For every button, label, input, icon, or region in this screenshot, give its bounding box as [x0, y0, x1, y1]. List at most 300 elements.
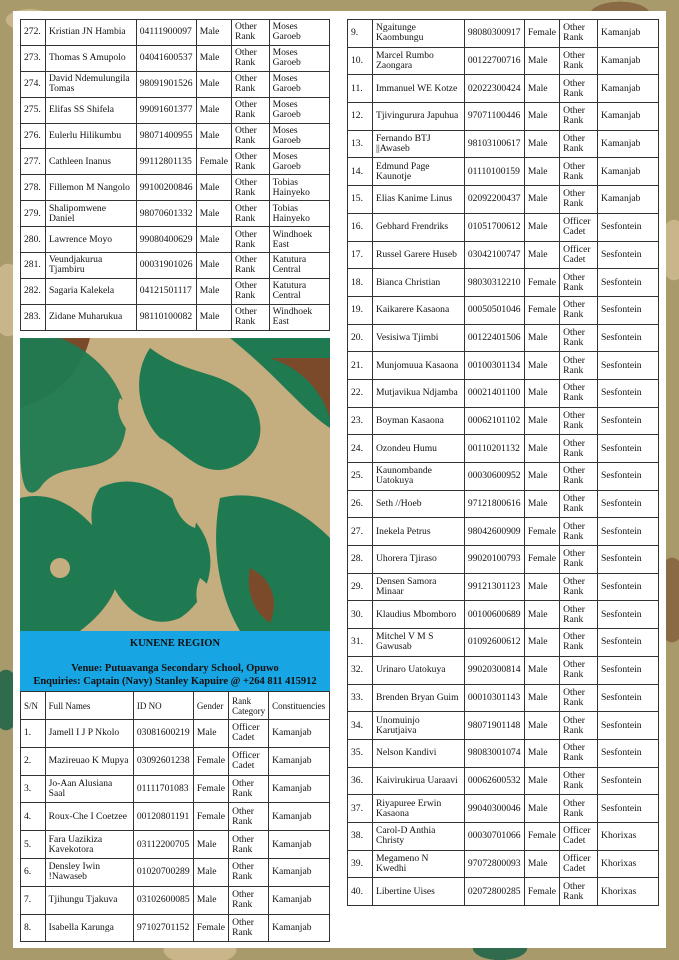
cell-id-no: 97071100446 — [464, 103, 524, 131]
cell-rank-category: Other Rank — [560, 269, 598, 297]
cell-id-no: 97072800093 — [464, 850, 524, 878]
cell-rank-category: Other Rank — [560, 795, 598, 823]
cell-constituency: Katutura Central — [269, 278, 329, 304]
table-row — [21, 858, 330, 886]
cell-full-name: Marcel Rumbo Zaongara — [372, 47, 464, 75]
table-row — [21, 97, 330, 123]
cell-full-name: Munjomuua Kasaona — [372, 352, 464, 380]
cell-gender: Male — [524, 407, 559, 435]
cell-full-name: Veundjakurua Tjambiru — [45, 253, 136, 279]
cell-rank-category: Other Rank — [560, 103, 598, 131]
cell-full-name: Edmund Page Kaunotje — [372, 158, 464, 186]
cell-full-name: Sagaria Kalekela — [45, 278, 136, 304]
region-enquiries: Enquiries: Captain (Navy) Stanley Kapuire @ +264 811 415912 — [33, 676, 317, 687]
cell-constituency: Kamanjab — [598, 20, 659, 48]
cell-rank-category: Other Rank — [231, 149, 269, 175]
cell-sn: 34. — [348, 712, 373, 740]
cell-full-name: Cathleen Inanus — [45, 149, 136, 175]
cell-gender: Male — [524, 47, 559, 75]
cell-gender: Female — [193, 775, 228, 803]
cell-gender: Male — [524, 75, 559, 103]
cell-id-no: 03112200705 — [133, 831, 193, 859]
cell-sn: 30. — [348, 601, 373, 629]
kunene-table-continued — [347, 19, 659, 906]
cell-sn: 23. — [348, 407, 373, 435]
table-row — [348, 296, 659, 324]
table-row — [348, 379, 659, 407]
cell-full-name: Brenden Bryan Guim — [372, 684, 464, 712]
cell-sn: 280. — [21, 227, 46, 253]
cell-gender: Male — [196, 201, 231, 227]
cell-gender: Female — [193, 803, 228, 831]
cell-sn: 13. — [348, 130, 373, 158]
cell-rank-category: Other Rank — [231, 201, 269, 227]
cell-id-no: 04121501117 — [136, 278, 196, 304]
cell-sn: 277. — [21, 149, 46, 175]
cell-full-name: Kaunombande Uatokuya — [372, 463, 464, 491]
table-row — [348, 407, 659, 435]
cell-gender: Female — [524, 878, 559, 906]
table-row — [21, 886, 330, 914]
cell-constituency: Kamanjab — [269, 775, 330, 803]
cell-sn: 12. — [348, 103, 373, 131]
cell-rank-category: Other Rank — [231, 123, 269, 149]
region-title: KUNENE REGION — [129, 638, 221, 649]
cell-gender: Female — [524, 518, 559, 546]
cell-id-no: 99020300814 — [464, 656, 524, 684]
cell-id-no: 00100600689 — [464, 601, 524, 629]
cell-full-name: Thomas S Amupolo — [45, 45, 136, 71]
cell-rank-category: Other Rank — [560, 878, 598, 906]
cell-gender: Male — [524, 850, 559, 878]
cell-constituency: Sesfontein — [598, 546, 659, 574]
cell-sn: 22. — [348, 379, 373, 407]
cell-id-no: 00021401100 — [464, 379, 524, 407]
cell-id-no: 02022300424 — [464, 75, 524, 103]
cell-sn: 7. — [21, 886, 46, 914]
cell-rank-category: Other Rank — [560, 47, 598, 75]
cell-id-no: 98103100617 — [464, 130, 524, 158]
cell-full-name: Klaudius Mbomboro — [372, 601, 464, 629]
table-row — [21, 71, 330, 97]
cell-rank-category: Other Rank — [560, 601, 598, 629]
cell-gender: Male — [524, 379, 559, 407]
table-row — [21, 253, 330, 279]
cell-constituency: Sesfontein — [598, 712, 659, 740]
cell-constituency: Sesfontein — [598, 795, 659, 823]
table-row — [21, 747, 330, 775]
cell-gender: Male — [196, 123, 231, 149]
cell-sn: 10. — [348, 47, 373, 75]
table-row — [348, 269, 659, 297]
region-venue: Venue: Putuavanga Secondary School, Opuwo — [71, 663, 279, 674]
column-header-sn: S/N — [21, 692, 46, 720]
camouflage-artwork — [20, 338, 330, 631]
cell-gender: Male — [524, 490, 559, 518]
cell-rank-category: Other Rank — [229, 831, 269, 859]
cell-sn: 28. — [348, 546, 373, 574]
cell-sn: 273. — [21, 45, 46, 71]
table-row — [348, 518, 659, 546]
cell-constituency: Sesfontein — [598, 656, 659, 684]
cell-constituency: Katutura Central — [269, 253, 329, 279]
table-row — [348, 130, 659, 158]
cell-rank-category: Officer Cadet — [229, 747, 269, 775]
cell-id-no: 99020100793 — [464, 546, 524, 574]
cell-full-name: Mutjavikua Ndjamba — [372, 379, 464, 407]
table-row — [348, 47, 659, 75]
cell-rank-category: Other Rank — [560, 296, 598, 324]
cell-id-no: 97102701152 — [133, 914, 193, 942]
table-row — [21, 45, 330, 71]
cell-rank-category: Other Rank — [560, 490, 598, 518]
table-row — [21, 227, 330, 253]
cell-gender: Male — [524, 435, 559, 463]
cell-gender: Male — [524, 795, 559, 823]
cell-rank-category: Other Rank — [231, 304, 269, 330]
cell-sn: 33. — [348, 684, 373, 712]
cell-sn: 24. — [348, 435, 373, 463]
cell-gender: Male — [524, 656, 559, 684]
cell-full-name: Densley Iwin !Nawaseb — [45, 858, 133, 886]
cell-constituency: Sesfontein — [598, 629, 659, 657]
cell-gender: Male — [196, 45, 231, 71]
cell-constituency: Windhoek East — [269, 304, 329, 330]
cell-full-name: Elifas SS Shifela — [45, 97, 136, 123]
cell-sn: 272. — [21, 20, 46, 46]
cell-sn: 3. — [21, 775, 46, 803]
cell-constituency: Kamanjab — [269, 914, 330, 942]
cell-rank-category: Other Rank — [560, 352, 598, 380]
table-row — [21, 803, 330, 831]
column-header-constituencies: Constituencies — [269, 692, 330, 720]
cell-sn: 274. — [21, 71, 46, 97]
cell-gender: Male — [524, 684, 559, 712]
table-row — [348, 463, 659, 491]
table-row — [21, 914, 330, 942]
cell-gender: Male — [196, 71, 231, 97]
cell-full-name: Boyman Kasaona — [372, 407, 464, 435]
cell-id-no: 98070601332 — [136, 201, 196, 227]
document-page — [13, 11, 666, 948]
cell-full-name: Unomuinjo Karutjaiva — [372, 712, 464, 740]
cell-gender: Male — [524, 767, 559, 795]
cell-rank-category: Other Rank — [560, 629, 598, 657]
cell-id-no: 04041600537 — [136, 45, 196, 71]
cell-full-name: Ngaitunge Kaombungu — [372, 20, 464, 48]
cell-sn: 31. — [348, 629, 373, 657]
cell-id-no: 00030701066 — [464, 822, 524, 850]
cell-gender: Male — [193, 886, 228, 914]
cell-id-no: 97121800616 — [464, 490, 524, 518]
cell-constituency: Kamanjab — [598, 47, 659, 75]
cell-sn: 15. — [348, 186, 373, 214]
cell-constituency: Sesfontein — [598, 407, 659, 435]
cell-sn: 18. — [348, 269, 373, 297]
cell-sn: 4. — [21, 803, 46, 831]
cell-constituency: Kamanjab — [598, 75, 659, 103]
cell-sn: 6. — [21, 858, 46, 886]
cell-full-name: Fernando BTJ ||Awaseb — [372, 130, 464, 158]
cell-sn: 9. — [348, 20, 373, 48]
cell-full-name: Kaikarere Kasaona — [372, 296, 464, 324]
cell-id-no: 01110100159 — [464, 158, 524, 186]
cell-id-no: 00100301134 — [464, 352, 524, 380]
cell-rank-category: Other Rank — [560, 75, 598, 103]
cell-rank-category: Other Rank — [560, 767, 598, 795]
cell-rank-category: Other Rank — [229, 914, 269, 942]
cell-gender: Female — [524, 546, 559, 574]
cell-constituency: Sesfontein — [598, 241, 659, 269]
table-row — [348, 684, 659, 712]
cell-full-name: Libertine Uises — [372, 878, 464, 906]
cell-id-no: 00062600532 — [464, 767, 524, 795]
cell-full-name: Zidane Muharukua — [45, 304, 136, 330]
cell-gender: Male — [524, 324, 559, 352]
table-row — [348, 213, 659, 241]
cell-full-name: Nelson Kandivi — [372, 739, 464, 767]
cell-constituency: Moses Garoeb — [269, 45, 329, 71]
cell-id-no: 00120801191 — [133, 803, 193, 831]
column-header-id-no: ID NO — [133, 692, 193, 720]
column-header-full-names: Full Names — [45, 692, 133, 720]
cell-id-no: 01111701083 — [133, 775, 193, 803]
cell-full-name: Immanuel WE Kotze — [372, 75, 464, 103]
table-row — [21, 175, 330, 201]
cell-rank-category: Other Rank — [560, 379, 598, 407]
cell-sn: 276. — [21, 123, 46, 149]
cell-gender: Male — [524, 712, 559, 740]
cell-rank-category: Other Rank — [560, 435, 598, 463]
cell-gender: Male — [524, 739, 559, 767]
cell-constituency: Sesfontein — [598, 296, 659, 324]
table-row — [348, 241, 659, 269]
cell-id-no: 98071400955 — [136, 123, 196, 149]
cell-id-no: 99040300046 — [464, 795, 524, 823]
cell-full-name: Lawrence Moyo — [45, 227, 136, 253]
cell-rank-category: Other Rank — [231, 278, 269, 304]
table-row — [21, 775, 330, 803]
cell-constituency: Tobias Hainyeko — [269, 201, 329, 227]
table-row — [348, 435, 659, 463]
cell-constituency: Sesfontein — [598, 269, 659, 297]
cell-rank-category: Other Rank — [560, 130, 598, 158]
cell-id-no: 00050501046 — [464, 296, 524, 324]
cell-gender: Male — [196, 97, 231, 123]
cell-full-name: Seth //Hoeb — [372, 490, 464, 518]
cell-gender: Male — [524, 601, 559, 629]
cell-rank-category: Officer Cadet — [560, 822, 598, 850]
cell-constituency: Kamanjab — [269, 831, 330, 859]
cell-full-name: Megameno N Kwedhi — [372, 850, 464, 878]
cell-gender: Male — [524, 186, 559, 214]
cell-full-name: Isabella Karunga — [45, 914, 133, 942]
cell-gender: Male — [524, 158, 559, 186]
table-row — [348, 795, 659, 823]
table-row — [348, 490, 659, 518]
cell-sn: 8. — [21, 914, 46, 942]
cell-sn: 25. — [348, 463, 373, 491]
cell-rank-category: Officer Cadet — [560, 850, 598, 878]
cell-constituency: Kamanjab — [598, 186, 659, 214]
table-row — [348, 878, 659, 906]
cell-constituency: Kamanjab — [269, 803, 330, 831]
cell-rank-category: Officer Cadet — [560, 213, 598, 241]
cell-full-name: Eulerlu Hilikumbu — [45, 123, 136, 149]
cell-id-no: 03042100747 — [464, 241, 524, 269]
cell-full-name: Jamell I J P Nkolo — [45, 720, 133, 748]
cell-constituency: Sesfontein — [598, 739, 659, 767]
table-header-row — [21, 692, 330, 720]
leaf-pattern-illustration — [20, 338, 330, 631]
cell-sn: 1. — [21, 720, 46, 748]
cell-sn: 36. — [348, 767, 373, 795]
cell-gender: Male — [524, 103, 559, 131]
table-row — [21, 278, 330, 304]
cell-full-name: Russel Garere Huseb — [372, 241, 464, 269]
cell-full-name: Fillemon M Nangolo — [45, 175, 136, 201]
cell-constituency: Sesfontein — [598, 379, 659, 407]
cell-rank-category: Other Rank — [560, 656, 598, 684]
cell-constituency: Sesfontein — [598, 324, 659, 352]
table-row — [348, 546, 659, 574]
cell-sn: 39. — [348, 850, 373, 878]
cell-id-no: 03092601238 — [133, 747, 193, 775]
cell-id-no: 00110201132 — [464, 435, 524, 463]
cell-full-name: Gebhard Frendriks — [372, 213, 464, 241]
cell-rank-category: Other Rank — [231, 45, 269, 71]
table-row — [348, 158, 659, 186]
continued-table-left — [20, 19, 330, 331]
table-row — [21, 720, 330, 748]
cell-constituency: Moses Garoeb — [269, 149, 329, 175]
cell-full-name: Shalipomwene Daniel — [45, 201, 136, 227]
cell-id-no: 00010301143 — [464, 684, 524, 712]
cell-sn: 5. — [21, 831, 46, 859]
cell-rank-category: Other Rank — [229, 886, 269, 914]
cell-sn: 275. — [21, 97, 46, 123]
table-row — [348, 822, 659, 850]
cell-full-name: Carol-D Anthia Christy — [372, 822, 464, 850]
cell-gender: Female — [524, 20, 559, 48]
cell-constituency: Sesfontein — [598, 518, 659, 546]
cell-sn: 16. — [348, 213, 373, 241]
table-row — [348, 712, 659, 740]
cell-gender: Female — [193, 747, 228, 775]
table-row — [21, 304, 330, 330]
cell-full-name: Inekela Petrus — [372, 518, 464, 546]
cell-constituency: Sesfontein — [598, 573, 659, 601]
cell-constituency: Sesfontein — [598, 213, 659, 241]
cell-rank-category: Other Rank — [560, 463, 598, 491]
cell-id-no: 00062101102 — [464, 407, 524, 435]
cell-rank-category: Other Rank — [231, 227, 269, 253]
cell-rank-category: Other Rank — [560, 573, 598, 601]
table-row — [348, 103, 659, 131]
cell-full-name: Kaivirukirua Uaraavi — [372, 767, 464, 795]
cell-constituency: Kamanjab — [269, 886, 330, 914]
cell-rank-category: Other Rank — [560, 546, 598, 574]
cell-gender: Male — [524, 130, 559, 158]
cell-id-no: 00122700716 — [464, 47, 524, 75]
cell-constituency: Moses Garoeb — [269, 71, 329, 97]
region-banner — [20, 631, 330, 691]
cell-rank-category: Other Rank — [560, 158, 598, 186]
cell-gender: Male — [196, 304, 231, 330]
table-row — [348, 352, 659, 380]
cell-gender: Male — [193, 720, 228, 748]
column-header-gender: Gender — [193, 692, 228, 720]
cell-constituency: Kamanjab — [269, 747, 330, 775]
cell-constituency: Sesfontein — [598, 767, 659, 795]
cell-rank-category: Other Rank — [560, 186, 598, 214]
cell-sn: 35. — [348, 739, 373, 767]
cell-rank-category: Other Rank — [560, 684, 598, 712]
table-row — [348, 20, 659, 48]
table-row — [348, 767, 659, 795]
cell-rank-category: Other Rank — [560, 518, 598, 546]
cell-sn: 281. — [21, 253, 46, 279]
cell-gender: Female — [193, 914, 228, 942]
cell-full-name: Vesisiwa Tjimbi — [372, 324, 464, 352]
cell-id-no: 99100200846 — [136, 175, 196, 201]
cell-gender: Male — [193, 831, 228, 859]
cell-id-no: 01020700289 — [133, 858, 193, 886]
cell-rank-category: Officer Cadet — [229, 720, 269, 748]
cell-full-name: Kristian JN Hambia — [45, 20, 136, 46]
cell-id-no: 02072800285 — [464, 878, 524, 906]
cell-rank-category: Officer Cadet — [560, 241, 598, 269]
cell-gender: Male — [196, 278, 231, 304]
table-row — [21, 201, 330, 227]
cell-constituency: Khorixas — [598, 878, 659, 906]
cell-rank-category: Other Rank — [560, 324, 598, 352]
table-row — [348, 656, 659, 684]
table-row — [348, 629, 659, 657]
cell-full-name: Jo-Aan Alusiana Saal — [45, 775, 133, 803]
cell-constituency: Moses Garoeb — [269, 97, 329, 123]
table-row — [348, 186, 659, 214]
cell-constituency: Kamanjab — [598, 158, 659, 186]
table-row — [21, 123, 330, 149]
table-row — [348, 75, 659, 103]
cell-sn: 32. — [348, 656, 373, 684]
cell-full-name: Roux-Che I Coetzee — [45, 803, 133, 831]
cell-constituency: Kamanjab — [598, 130, 659, 158]
cell-id-no: 03102600085 — [133, 886, 193, 914]
cell-constituency: Khorixas — [598, 850, 659, 878]
cell-sn: 29. — [348, 573, 373, 601]
cell-full-name: Mazireuao K Mupya — [45, 747, 133, 775]
cell-gender: Male — [524, 241, 559, 269]
cell-id-no: 98071901148 — [464, 712, 524, 740]
cell-id-no: 01051700612 — [464, 213, 524, 241]
cell-sn: 37. — [348, 795, 373, 823]
cell-id-no: 99112801135 — [136, 149, 196, 175]
cell-rank-category: Other Rank — [231, 97, 269, 123]
cell-full-name: Urinaro Uatokuya — [372, 656, 464, 684]
cell-id-no: 01092600612 — [464, 629, 524, 657]
table-row — [21, 20, 330, 46]
cell-gender: Male — [196, 175, 231, 201]
cell-full-name: Bianca Christian — [372, 269, 464, 297]
cell-sn: 14. — [348, 158, 373, 186]
cell-constituency: Tobias Hainyeko — [269, 175, 329, 201]
cell-constituency: Kamanjab — [269, 720, 330, 748]
cell-id-no: 99080400629 — [136, 227, 196, 253]
cell-constituency: Kamanjab — [598, 103, 659, 131]
cell-id-no: 98083001074 — [464, 739, 524, 767]
